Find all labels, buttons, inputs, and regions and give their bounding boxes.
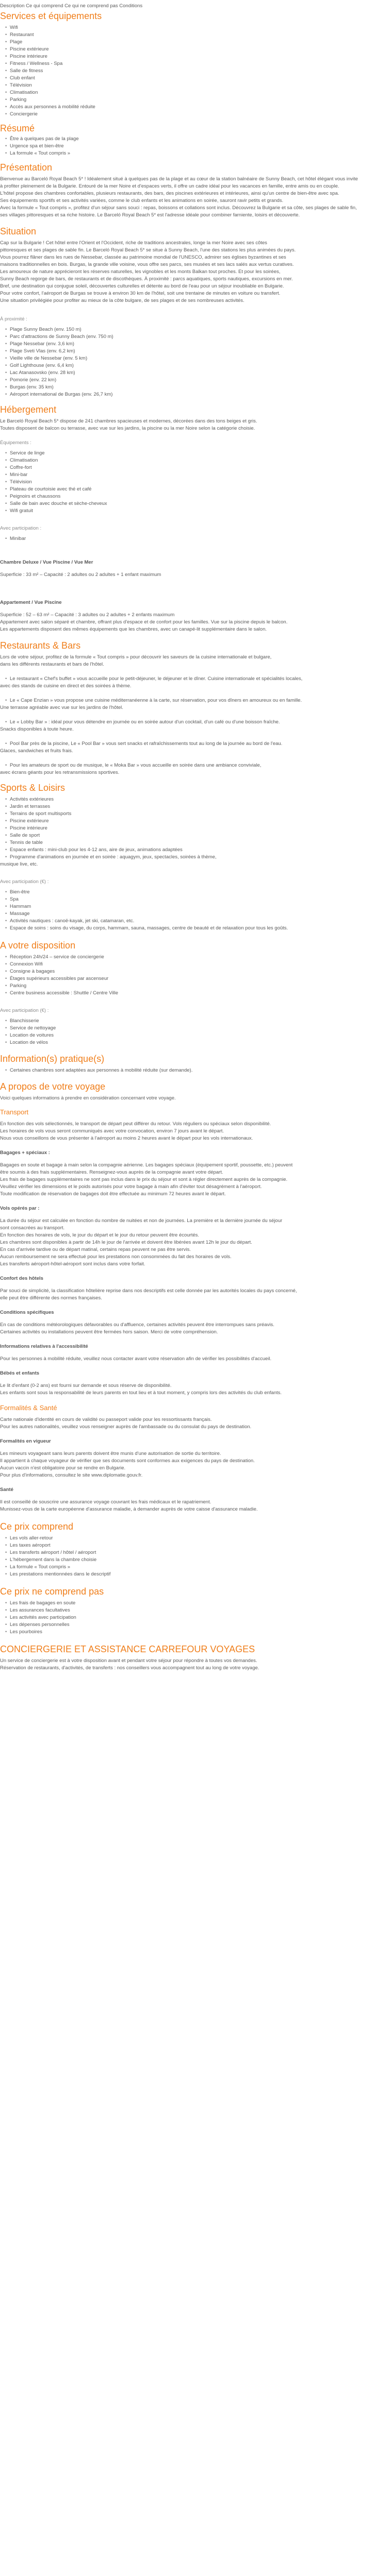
list-title: Avec participation (€) : — [0, 1008, 49, 1013]
list-item: • Massage — [0, 910, 391, 918]
text-line: Pour plus d'informations, consultez le site www.diplomatie.gouv.fr. — [0, 1472, 143, 1478]
list-item: • Espace de soins : soins du visage, du corps, hammam, sauna, massages, centre de beauté et de relaxation pour tous les goûts. — [0, 924, 391, 932]
list-item: • Jardin et terrasses — [0, 803, 391, 810]
list-item: • Coffre-fort — [0, 464, 391, 471]
text-line: L'hôtel propose des chambres confortables, plusieurs restaurants, des bars, des piscines extérieures et intérieures, ainsi qu'un centre de bien-être avec spa. — [0, 191, 339, 196]
bold-label: Santé — [0, 1487, 13, 1493]
section-heading: Services et équipements — [0, 11, 102, 21]
text-line: Superficie : 52 – 63 m² – Capacité : 3 adultes ou 2 adultes + 2 enfants maximum — [0, 612, 175, 618]
text-line: dans les différents restaurants et bars de l'hôtel. — [0, 662, 104, 667]
list-item: • Plage — [0, 38, 391, 46]
list-item: • Plage Sveti Vlas (env. 6,2 km) — [0, 347, 391, 355]
list-item: • Blanchisserie — [0, 1017, 391, 1025]
list-item: • Activités nautiques : canoë-kayak, jet ski, catamaran, etc. — [0, 917, 391, 925]
list-item: • Spa — [0, 895, 391, 903]
section-heading: Restaurants & Bars — [0, 640, 81, 651]
list-item: • Tennis de table — [0, 839, 391, 846]
list-item: • Espace enfants : mini-club pour les 4-12 ans, aire de jeux, animations adaptées — [0, 846, 391, 854]
list-item: • Plateau de courtoisie avec thé et café — [0, 485, 391, 493]
list-item: • Connexion Wifi — [0, 960, 391, 968]
list-item: • Pour les amateurs de sport ou de musique, le « Moka Bar » vous accueille en soirée dans une ambiance conviviale, — [0, 761, 391, 769]
list-item: • Étages supérieurs accessibles par ascenseur — [0, 975, 391, 982]
list-item: • Réception 24h/24 – service de conciergerie — [0, 953, 391, 961]
list-item: • Consigne à bagages — [0, 968, 391, 975]
text-line: Bienvenue au Barceló Royal Beach 5* ! Idéalement situé à quelques pas de la plage et au cœur de la station balnéaire de Sunny Beach, cet hôtel élégant vous invite — [0, 176, 358, 182]
list-item: • Service de nettoyage — [0, 1024, 391, 1032]
list-item: • Piscine intérieure — [0, 824, 391, 832]
text-line: Aucun remboursement ne sera effectué pour les prestations non consommées du fait des horaires de vols. — [0, 1254, 232, 1260]
text-line: Toutes disposent de balcon ou terrasse, avec vue sur les jardins, la piscine ou la mer Noire selon la catégorie choisie. — [0, 426, 255, 431]
text-line: avec écrans géants pour les retransmissions sportives. — [0, 770, 120, 775]
list-item: • Salle de fitness — [0, 67, 391, 75]
section-heading: CONCIERGERIE ET ASSISTANCE CARREFOUR VOYAGES — [0, 1644, 255, 1654]
subsection-heading: Formalités & Santé — [0, 1404, 57, 1412]
text-line: Une terrasse agréable avec vue sur les jardins de l'hôtel. — [0, 705, 123, 710]
text-line: Pour votre confort, l'aéroport de Burgas se trouve à environ 30 km de l'hôtel, soit une trentaine de minutes en voiture ou transfert. — [0, 291, 281, 296]
text-line: pittoresques et ses plages de sable fin. Le Barceló Royal Beach 5* se situe à Sunny Beach, l'une des stations les plus animées du pays. — [0, 247, 296, 253]
text-line: Les frais de bagages supplémentaires ne sont pas inclus dans le prix du séjour et sont à régler directement auprès de la compagnie. — [0, 1177, 288, 1182]
section-heading: A propos de votre voyage — [0, 1081, 106, 1092]
text-line: Bagages en soute et bagage à main selon la compagnie aérienne. Les bagages spéciaux (équipement sportif, poussette, etc.) peuvent — [0, 1162, 293, 1168]
list-item: • Location de voitures — [0, 1031, 391, 1039]
list-item: • Burgas (env. 35 km) — [0, 383, 391, 391]
text-line: Une situation privilégiée pour profiter au mieux de la côte bulgare, de ses plages et de ses nombreuses activités. — [0, 298, 245, 303]
text-line: Cap sur la Bulgarie ! Cet hôtel entre l'Orient et l'Occident, riche de traditions ancestrales, longe la mer Noire avec ses côtes — [0, 240, 267, 246]
list-item: • Piscine intérieure — [0, 53, 391, 60]
list-item: • Piscine extérieure — [0, 817, 391, 825]
text-line: elle peut être différente des normes françaises. — [0, 1295, 102, 1301]
bold-label: Bagages + spéciaux : — [0, 1150, 50, 1156]
list-item: • Lac Atanasovsko (env. 28 km) — [0, 369, 391, 377]
text-line: Le lit d'enfant (0-2 ans) est fourni sur demande et sous réserve de disponibilité. — [0, 1383, 172, 1388]
list-item: • Climatisation — [0, 89, 391, 96]
list-item: • Le « Lobby Bar » : idéal pour vous détendre en journée ou en soirée autour d'un cocktail, d'un café ou d'une boisson fraîche. — [0, 718, 391, 726]
list-item: • Parking — [0, 982, 391, 990]
text-line: Certaines activités ou installations peuvent être fermées hors saison. Merci de votre compréhension. — [0, 1329, 218, 1335]
list-item: • Salle de sport — [0, 832, 391, 839]
text-line: Vous pourrez flâner dans les rues de Nessebar, classée au patrimoine mondial de l'UNESCO, admirer ses églises byzantines et ses — [0, 255, 286, 260]
tab-links[interactable]: Description Ce qui comprend Ce qui ne comprend pas Conditions — [0, 3, 143, 9]
list-title: Avec participation (€) : — [0, 879, 49, 885]
text-line: Snacks disponibles à toute heure. — [0, 726, 74, 732]
list-item: • Restaurant — [0, 31, 391, 39]
text-line: maisons traditionnelles en bois. Burgas, la grande ville voisine, vous offre ses parcs, ses musées et ses lacs salés aux vertus curatives. — [0, 262, 294, 267]
section-heading: Information(s) pratique(s) — [0, 1054, 105, 1064]
text-line: Avec la formule « Tout compris », profitez d'un séjour sans souci : repas, boissons et collations sont inclus. Découvrez la Bulgarie et sa côte, ses plages de sable fin, — [0, 205, 357, 211]
text-line: Lors de votre séjour, profitez de la formule « Tout compris » pour découvrir les saveurs de la cuisine internationale et bulgare, — [0, 654, 272, 660]
text-line: Sunny Beach regorge de bars, de restaurants et de discothèques. À proximité : parcs aquatiques, sports nautiques, excursions en mer. — [0, 276, 293, 282]
list-item: • Le restaurant « Chef's buffet » vous accueille pour le petit-déjeuner, le déjeuner et le dîner. Cuisine internationale et spécialités locales, — [0, 675, 391, 683]
text-line: Bref, une destination qui conjugue soleil, découvertes culturelles et détente au bord de l'eau pour un séjour inoubliable en Bulgarie. — [0, 283, 284, 289]
list-item: • Piscine extérieure — [0, 45, 391, 53]
list-item: • Salle de bain avec douche et sèche-cheveux — [0, 500, 391, 507]
text-line: Appartement avec salon séparé et chambre, offrant plus d'espace et de confort pour les familles. Vue sur la piscine depuis le balcon. — [0, 619, 288, 625]
bold-label: Conditions spécifiques — [0, 1310, 54, 1315]
section-heading: Ce prix comprend — [0, 1521, 74, 1532]
list-item: • Peignoirs et chaussons — [0, 493, 391, 500]
list-item: • Les assurances facultatives — [0, 1606, 391, 1614]
list-item: • Golf Lighthouse (env. 6,4 km) — [0, 362, 391, 369]
text-line: Nous vous conseillons de vous présenter à l'aéroport au moins 2 heures avant le départ pour les vols internationaux. — [0, 1136, 253, 1141]
bold-label: Confort des hôtels — [0, 1276, 43, 1281]
text-line: En cas de conditions météorologiques défavorables ou d'affluence, certaines activités peuvent être interrompues sans préavis. — [0, 1322, 274, 1328]
text-line: Pour les personnes à mobilité réduite, veuillez nous contacter avant votre réservation afin de vérifier les possibilités d'accueil. — [0, 1356, 272, 1362]
text-line: Par souci de simplicité, la classification hôtelière reprise dans nos descriptifs est celle donnée par les autorités locales du pays concerné, — [0, 1288, 297, 1294]
text-line: avec des stands de cuisine en direct et des soirées à thème. — [0, 683, 132, 689]
list-item: • Centre business accessible : Shuttle / Centre Ville — [0, 989, 391, 997]
text-line: Il est conseillé de souscrire une assurance voyage couvrant les frais médicaux et le rapatriement. — [0, 1499, 211, 1505]
list-item: • Vieille ville de Nessebar (env. 5 km) — [0, 354, 391, 362]
text-line: Glaces, sandwiches et fruits frais. — [0, 748, 73, 754]
list-item: • Mini-bar — [0, 471, 391, 479]
list-item: • Bien-être — [0, 888, 391, 896]
text-line: Le Barceló Royal Beach 5* dispose de 241 chambres spacieuses et modernes, décorées dans des tons beiges et gris. — [0, 418, 257, 424]
text-line: musique live, etc. — [0, 861, 38, 867]
text-line: Munissez-vous de la carte européenne d'assurance maladie, à demander auprès de votre caisse d'assurance maladie. — [0, 1506, 258, 1512]
list-item: • Hammam — [0, 903, 391, 910]
list-item: • Être à quelques pas de la plage — [0, 135, 391, 143]
list-item: • Les pourboires — [0, 1628, 391, 1636]
list-item: • Les activités avec participation — [0, 1614, 391, 1621]
text-line: Toute modification de réservation de bagages doit être effectuée au minimum 72 heures avant le départ. — [0, 1191, 226, 1197]
list-item: • Les prestations mentionnées dans le descriptif — [0, 1570, 391, 1578]
section-heading: Hébergement — [0, 404, 57, 415]
list-item: • Conciergerie — [0, 110, 391, 118]
text-line: Les horaires de vols vous seront communiqués avec votre convocation, environ 7 jours avant le départ. — [0, 1128, 224, 1134]
list-item: • Les dépenses personnelles — [0, 1621, 391, 1629]
list-item: • Les transferts aéroport / hôtel / aéroport — [0, 1549, 391, 1556]
bold-label: Chambre Deluxe / Vue Piscine / Vue Mer — [0, 560, 93, 565]
list-item: • Les taxes aéroport — [0, 1541, 391, 1549]
bold-label: Formalités en vigueur — [0, 1438, 51, 1444]
list-item: • Pool Bar près de la piscine, Le « Pool Bar » vous sert snacks et rafraîchissements tout au long de la journée au bord de l'eau. — [0, 740, 391, 748]
list-item: • Urgence spa et bien-être — [0, 142, 391, 150]
list-item: • Minibar — [0, 535, 391, 543]
list-item: • Terrains de sport multisports — [0, 810, 391, 818]
section-heading: Résumé — [0, 123, 35, 133]
list-item: • Service de linge — [0, 449, 391, 457]
list-item: • Les vols aller-retour — [0, 1534, 391, 1542]
text-line: sont consacrées au transport. — [0, 1225, 65, 1231]
text-line: Les transferts aéroport-hôtel-aéroport sont inclus dans votre forfait. — [0, 1261, 145, 1267]
text-line: Voici quelques informations à prendre en considération concernant votre voyage. — [0, 1095, 176, 1101]
text-line: Les amoureux de nature apprécieront les réserves naturelles, les vignobles et les monts Balkan tout proches. Et pour les soirées, — [0, 269, 281, 275]
text-line: Les appartements disposent des mêmes équipements que les chambres, avec un canapé-lit supplémentaire dans le salon. — [0, 626, 267, 632]
list-item: • Le « Cape Enzian » vous propose une cuisine méditerranéenne à la carte, sur réservation, pour vos dîners en amoureux ou en famille. — [0, 697, 391, 704]
text-line: En fonction des vols sélectionnés, le transport de départ peut différer du retour. Vols réguliers ou spéciaux selon disponibilité. — [0, 1121, 271, 1127]
list-item: • Télévision — [0, 478, 391, 486]
text-line: Veuillez vérifier les dimensions et le poids autorisés pour votre bagage à main afin d'éviter tout désagrément à l'aéroport. — [0, 1184, 262, 1190]
list-item: • Parking — [0, 96, 391, 104]
bold-label: Vols opérés par : — [0, 1206, 40, 1211]
text-line: être soumis à des frais supplémentaires. Renseignez-vous auprès de la compagnie avant votre départ. — [0, 1170, 223, 1175]
list-item: • Plage Sunny Beach (env. 150 m) — [0, 326, 391, 333]
text-line: La durée du séjour est calculée en fonction du nombre de nuitées et non de journées. La première et la dernière journée du séjour — [0, 1218, 283, 1224]
list-item: • Programme d'animations en journée et en soirée : aquagym, jeux, spectacles, soirées à thème, — [0, 853, 391, 861]
list-item: • Club enfant — [0, 74, 391, 82]
list-title: Équipements : — [0, 440, 31, 446]
list-item: • Aéroport international de Burgas (env. 26,7 km) — [0, 391, 391, 398]
text-line: Carte nationale d'identité en cours de validité ou passeport valide pour les ressortissants français. — [0, 1417, 212, 1422]
list-item: • Wifi gratuit — [0, 507, 391, 515]
section-heading: Présentation — [0, 162, 53, 173]
list-item: • Location de vélos — [0, 1039, 391, 1046]
bold-label: Appartement / Vue Piscine — [0, 600, 62, 605]
bold-label: Bébés et enfants — [0, 1370, 40, 1376]
text-line: Pour les autres nationalités, veuillez vous renseigner auprès de l'ambassade ou du consulat du pays de destination. — [0, 1424, 252, 1430]
text-line: Superficie : 33 m² – Capacité : 2 adultes ou 2 adultes + 1 enfant maximum — [0, 572, 161, 578]
list-item: • Certaines chambres sont adaptées aux personnes à mobilité réduite (sur demande). — [0, 1066, 391, 1074]
bold-label: Informations relatives à l'accessibilité — [0, 1344, 88, 1349]
list-item: • Wifi — [0, 24, 391, 31]
list-item: • Climatisation — [0, 456, 391, 464]
list-item: • La formule « Tout compris » — [0, 1563, 391, 1571]
text-line: En cas d'arrivée tardive ou de départ matinal, certains repas peuvent ne pas être servis. — [0, 1247, 191, 1252]
list-item: • L'hébergement dans la chambre choisie — [0, 1556, 391, 1564]
list-item: • Pomorie (env. 22 km) — [0, 376, 391, 384]
list-item: • Activités extérieures — [0, 795, 391, 803]
subsection-heading: Transport — [0, 1108, 29, 1116]
text-line: Réservation de restaurants, d'activités, de transferts : nos conseillers vous accompagnent tout au long de votre voyage. — [0, 1665, 259, 1671]
section-heading: Ce prix ne comprend pas — [0, 1586, 104, 1597]
text-line: Les chambres sont disponibles à partir de 14h le jour de l'arrivée et doivent être libérées avant 12h le jour du départ. — [0, 1240, 252, 1245]
text-line: ses villages pittoresques et sa riche histoire. Le Barceló Royal Beach 5* est l'adresse idéale pour combiner farniente, loisirs et découverte. — [0, 212, 300, 218]
section-heading: A votre disposition — [0, 940, 76, 951]
text-line: Un service de conciergerie est à votre disposition avant et pendant votre séjour pour répondre à toutes vos demandes. — [0, 1658, 257, 1664]
text-line: Ses équipements sportifs et ses activités variées, comme le club enfants et les animations en soirée, sauront ravir petits et grands. — [0, 198, 284, 204]
text-line: Les enfants sont sous la responsabilité de leurs parents en tout lieu et à tout moment, y compris lors des activités du club enfants. — [0, 1390, 282, 1396]
list-item: • Accès aux personnes à mobilité réduite — [0, 103, 391, 111]
list-item: • Télévision — [0, 81, 391, 89]
list-item: • Les frais de bagages en soute — [0, 1599, 391, 1607]
list-item: • Fitness / Wellness - Spa — [0, 60, 391, 67]
section-heading: Sports & Loisirs — [0, 783, 66, 793]
list-title: Avec participation : — [0, 526, 42, 531]
text-line: Aucun vaccin n'est obligatoire pour se rendre en Bulgarie. — [0, 1465, 126, 1471]
list-item: • La formule « Tout compris » — [0, 149, 391, 157]
text-line: Il appartient à chaque voyageur de vérifier que ses documents sont conformes aux exigences du pays de destination. — [0, 1458, 255, 1464]
text-line: à profiter pleinement de la Bulgarie. Entouré de la mer Noire et d'espaces verts, il offre un cadre idéal pour les vacances en famille, entre amis ou en couple. — [0, 183, 339, 189]
list-item: • Parc d'attractions de Sunny Beach (env. 750 m) — [0, 333, 391, 341]
text-line: En fonction des horaires de vols, le jour du départ et le jour du retour peuvent être écourtés. — [0, 1232, 200, 1238]
list-item: • Plage Nessebar (env. 3,6 km) — [0, 340, 391, 348]
text-line: Les mineurs voyageant sans leurs parents doivent être munis d'une autorisation de sortie du territoire. — [0, 1451, 221, 1456]
section-heading: Situation — [0, 226, 37, 236]
list-title: À proximité : — [0, 316, 27, 322]
